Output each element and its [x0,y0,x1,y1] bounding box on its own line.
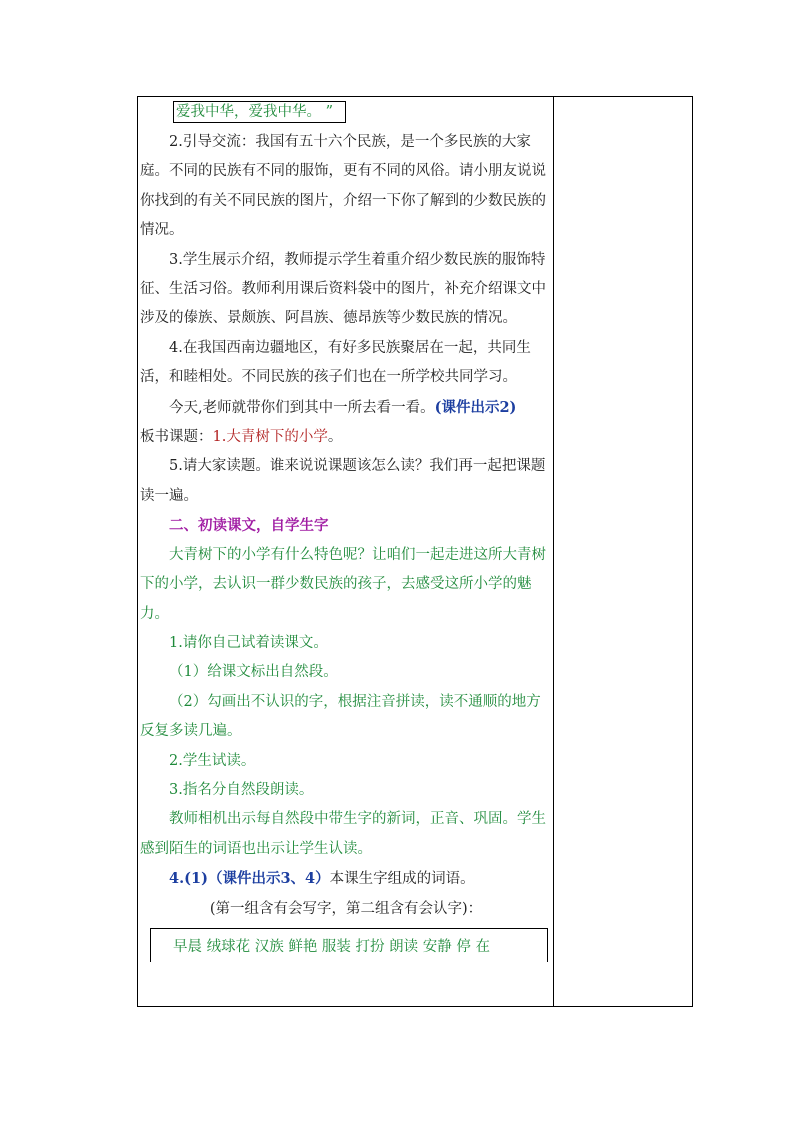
courseware-cue-3-4: （课件出示3、4） [207,870,330,888]
paragraph-13-text: 本课生字组成的词语。 [329,871,475,888]
paragraph-13 [140,864,552,894]
board-title: 1.大青树下的小学 [212,429,328,446]
paragraph-4-text: 今天,老师就带你们到其中一所去看一看。 [169,399,435,416]
section-2-heading: 二、初读课文，自学生字 [169,517,329,535]
quote-box: 爱我中华，爱我中华。 ” [173,101,346,123]
column-divider [553,96,554,1007]
paragraph-3: 4.在我国西南边疆地区，有好多民族聚居在一起，共同生活，和睦相处。不同民族的孩子们也在一所学校共同学习。 [140,339,531,386]
paragraph-4 [140,393,552,423]
paragraph-5: 5.请大家读题。谁来说说课题该怎么读？我们再一起把课题读一遍。 [140,458,546,504]
paragraph-11: 3.指名分自然段朗读。 [169,781,314,798]
paragraph-14: (第一组含有会写字，第二组含有会认字)： [209,900,483,917]
step-number: 4.(1) [169,870,208,888]
paragraph-6: 大青树下的小学有什么特色呢？让咱们一起走进这所大青树下的小学，去认识一群少数民族的孩子，去感受这所小学的魅力。 [140,546,546,622]
paragraph-7: 1.请你自己试着读课文。 [169,634,328,651]
paragraph-10: 2.学生试读。 [169,752,256,769]
board-title-suffix: 。 [327,429,343,446]
paragraph-8: （1）给课文标出自然段。 [169,664,338,681]
paragraph-9: （2）勾画出不认识的字，根据注音拼读，读不通顺的地方反复多读几遍。 [140,693,541,740]
board-title-prefix: 板书课题： [140,429,213,446]
paragraph-2: 3.学生展示介绍，教师提示学生着重介绍少数民族的服饰特征、生活习俗。教师利用课后资料袋中的图片，补充介绍课文中涉及的傣族、景颇族、阿昌族、德昂族等少数民族的情况。 [140,251,546,327]
paragraph-1: 2.引导交流：我国有五十六个民族，是一个多民族的大家庭。不同的民族有不同的服饰，更有不同的风俗。请小朋友说说你找到的有关不同民族的图片，介绍一下你了解到的少数民族的情况。 [140,134,546,239]
word-list-box: 早晨 绒球花 汉族 鲜艳 服装 打扮 朗读 安静 停 在 [150,928,548,962]
courseware-cue-2: (课件出示2) [434,398,517,416]
paragraph-12: 教师相机出示每自然段中带生字的新词，正音、巩固。学生感到陌生的词语也出示让学生认读。 [140,811,546,857]
board-title-line [140,423,552,452]
lesson-content [140,97,552,962]
